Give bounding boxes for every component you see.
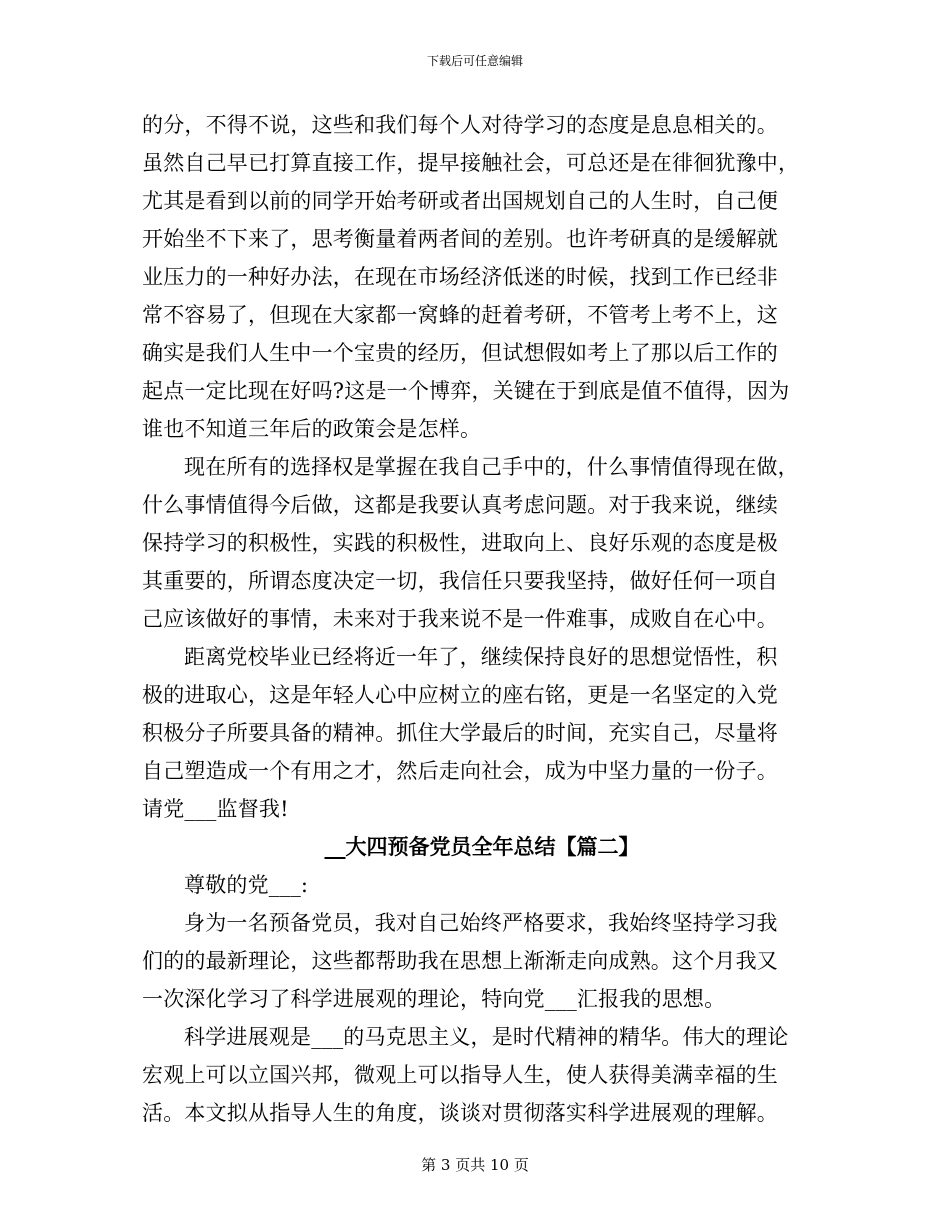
text-line: 虽然自己早已打算直接工作，提早接触社会，可总还是在徘徊犹豫中， — [142, 151, 800, 175]
text-line: 业压力的一种好办法，在现在市场经济低迷的时候，找到工作已经非 — [142, 265, 778, 289]
paragraph-4 — [142, 904, 822, 1018]
page-header: 下载后可任意编辑 — [426, 54, 523, 68]
section-title: __大四预备党员全年总结【篇二】 — [324, 834, 640, 859]
text-line: 距离党校毕业已经将近一年了，继续保持良好的思想觉悟性，积 — [184, 645, 778, 669]
text-line: 谁也不知道三年后的政策会是怎样。 — [142, 417, 482, 441]
paragraph-5 — [142, 1018, 822, 1132]
text-line: 们的的最新理论，这些都帮助我在思想上渐渐走向成熟。这个月我又 — [142, 949, 778, 973]
text-line: 科学进展观是___的马克思主义，是时代精神的精华。伟大的理论 — [184, 1025, 789, 1049]
text-line: 极的进取心，这是年轻人心中应树立的座右铭，更是一名坚定的入党 — [142, 683, 778, 707]
page-footer: 第 3 页共 10 页 — [421, 1156, 529, 1174]
text-line: 什么事情值得今后做，这都是我要认真考虑问题。对于我来说，继续 — [142, 493, 778, 517]
text-line: 起点一定比现在好吗?这是一个博弈，关键在于到底是值不值得，因为 — [142, 379, 790, 403]
text-line: 常不容易了，但现在大家都一窝蜂的赶着考研，不管考上考不上，这 — [142, 303, 778, 327]
text-line: 宏观上可以立国兴邦，微观上可以指导人生，使人获得美满幸福的生 — [142, 1063, 778, 1087]
document-body — [142, 106, 822, 1132]
text-line: 一次深化学习了科学进展观的理论，特向党___汇报我的思想。 — [142, 987, 726, 1011]
text-line: 其重要的，所谓态度决定一切，我信任只要我坚持，做好任何一项自 — [142, 569, 778, 593]
paragraph-3 — [142, 638, 822, 828]
text-line: 己应该做好的事情，未来对于我来说不是一件难事，成败自在心中。 — [142, 607, 778, 631]
text-line: 积极分子所要具备的精神。抓住大学最后的时间，充实自己，尽量将 — [142, 721, 778, 745]
salutation — [142, 866, 822, 904]
paragraph-2 — [142, 448, 822, 638]
text-line: 确实是我们人生中一个宝贵的经历，但试想假如考上了那以后工作的 — [142, 341, 778, 365]
text-line: 活。本文拟从指导人生的角度，谈谈对贯彻落实科学进展观的理解。 — [142, 1101, 778, 1125]
text-line: 请党___监督我! — [142, 797, 289, 821]
text-line: 尤其是看到以前的同学开始考研或者出国规划自己的人生时，自己便 — [142, 189, 778, 213]
text-line: 自己塑造成一个有用之才，然后走向社会，成为中坚力量的一份子。 — [142, 759, 778, 783]
text-line: 的分，不得不说，这些和我们每个人对待学习的态度是息息相关的。 — [142, 113, 778, 137]
text-line: 身为一名预备党员，我对自己始终严格要求，我始终坚持学习我 — [184, 911, 778, 935]
paragraph-1 — [142, 106, 822, 448]
text-line: 保持学习的积极性，实践的积极性，进取向上、良好乐观的态度是极 — [142, 531, 778, 555]
text-line: 现在所有的选择权是掌握在我自己手中的，什么事情值得现在做， — [184, 455, 799, 479]
text-line: 开始坐不下来了，思考衡量着两者间的差别。也许考研真的是缓解就 — [142, 227, 778, 251]
text-line: 尊敬的党___: — [184, 873, 309, 897]
